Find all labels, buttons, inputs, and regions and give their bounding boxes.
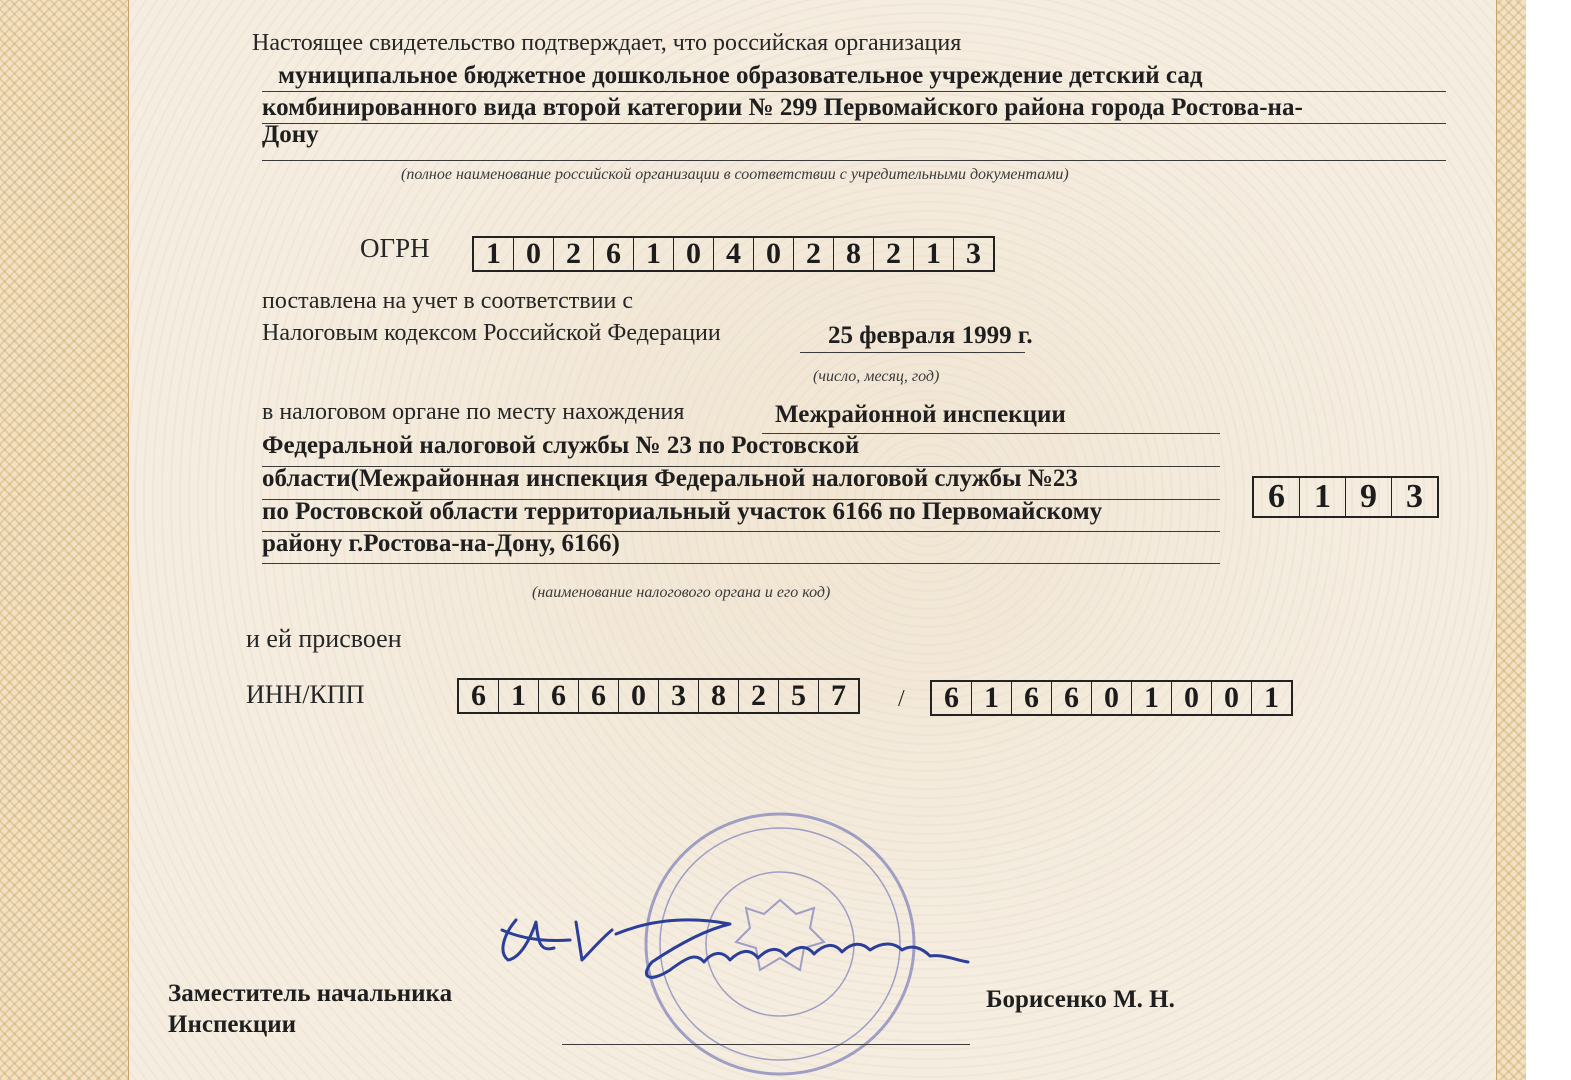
ogrn-digit: 4: [714, 238, 754, 270]
underline: [262, 563, 1220, 564]
tax-authority-lead: в налоговом органе по месту нахождения: [262, 399, 685, 425]
border-line-right: [1496, 0, 1497, 1080]
registration-line-1: поставлена на учет в соответствии с: [262, 288, 633, 314]
kpp-digit: 6: [1052, 682, 1092, 714]
tax-authority-line-3: области(Межрайонная инспекция Федеральной налоговой службы №23: [262, 465, 1078, 492]
inn-digit: 2: [739, 680, 779, 712]
ogrn-digit: 1: [634, 238, 674, 270]
kpp-digit: 6: [1012, 682, 1052, 714]
ogrn-digit: 2: [794, 238, 834, 270]
registration-line-2: Налоговым кодексом Российской Федерации: [262, 320, 721, 346]
org-name-line-2: комбинированного вида второй категории № 299 Первомайского района города Ростова-на-: [262, 94, 1303, 121]
ogrn-digit-boxes: [472, 236, 995, 272]
kpp-digit-boxes: [930, 680, 1293, 716]
ogrn-digit: 3: [966, 237, 981, 270]
inn-digit: 7: [831, 679, 846, 712]
kpp-digit: 0: [1212, 682, 1252, 714]
tax-code-digit: 1: [1300, 478, 1346, 516]
intro-text: Настоящее свидетельство подтверждает, что российская организация: [252, 30, 962, 56]
ogrn-digit: 8: [834, 238, 874, 270]
ogrn-digit: 6: [594, 238, 634, 270]
tax-code-digit: 6: [1254, 478, 1300, 516]
kpp-digit: 1: [1132, 682, 1172, 714]
guilloche-border-right: [1496, 0, 1571, 1080]
inn-digit: 1: [499, 680, 539, 712]
ogrn-digit: 2: [874, 238, 914, 270]
inn-digit: 6: [539, 680, 579, 712]
kpp-digit: 1: [972, 682, 1012, 714]
border-line-left: [128, 0, 129, 1080]
ogrn-digit: 0: [754, 238, 794, 270]
signatory-title-line-2: Инспекции: [168, 1011, 297, 1038]
tax-authority-code-boxes: [1252, 476, 1439, 518]
ogrn-digit: 1: [474, 238, 514, 270]
guilloche-border-left: [0, 0, 128, 1080]
ogrn-digit: 0: [514, 238, 554, 270]
tax-code-digit: 3: [1406, 478, 1423, 515]
inn-kpp-label: ИНН/КПП: [246, 680, 365, 709]
kpp-digit: 0: [1172, 682, 1212, 714]
inn-digit: 6: [459, 680, 499, 712]
ogrn-digit: 2: [554, 238, 594, 270]
inn-kpp-separator: /: [898, 686, 905, 712]
ogrn-digit: 0: [674, 238, 714, 270]
org-name-line-3: Дону: [262, 121, 319, 148]
signatory-name: Борисенко М. Н.: [986, 986, 1175, 1013]
tax-authority-hint: (наименование налогового органа и его код): [532, 584, 831, 601]
org-name-line-1: муниципальное бюджетное дошкольное образовательное учреждение детский сад: [278, 62, 1203, 89]
inn-digit: 6: [579, 680, 619, 712]
inn-digit: 5: [779, 680, 819, 712]
signature-line: [562, 1044, 970, 1045]
ogrn-digit: 1: [914, 238, 954, 270]
signatory-title-line-1: Заместитель начальника: [168, 980, 453, 1007]
ogrn-label: ОГРН: [360, 233, 430, 263]
assigned-text: и ей присвоен: [246, 624, 402, 653]
inn-digit: 0: [619, 680, 659, 712]
tax-authority-line-4: по Ростовской области территориальный участок 6166 по Первомайскому: [262, 498, 1103, 525]
underline: [262, 160, 1446, 161]
inn-digit: 8: [699, 680, 739, 712]
inn-digit: 3: [659, 680, 699, 712]
inn-digit-boxes: [457, 678, 860, 714]
underline: [800, 352, 1025, 353]
kpp-digit: 0: [1092, 682, 1132, 714]
underline: [262, 91, 1446, 92]
registration-date: 25 февраля 1999 г.: [828, 322, 1033, 349]
underline: [262, 123, 1446, 124]
signature: [490, 900, 980, 1010]
tax-authority-line-2: Федеральной налоговой службы № 23 по Ростовской: [262, 432, 860, 459]
org-name-hint: (полное наименование российской организации в соответствии с учредительными документами): [401, 166, 1069, 183]
kpp-digit: 6: [932, 682, 972, 714]
tax-authority-line-1: Межрайонной инспекции: [775, 401, 1066, 428]
tax-code-digit: 9: [1346, 478, 1392, 516]
tax-authority-line-5: району г.Ростова-на-Дону, 6166): [262, 530, 620, 557]
date-hint: (число, месяц, год): [813, 368, 940, 385]
kpp-digit: 1: [1264, 681, 1279, 714]
